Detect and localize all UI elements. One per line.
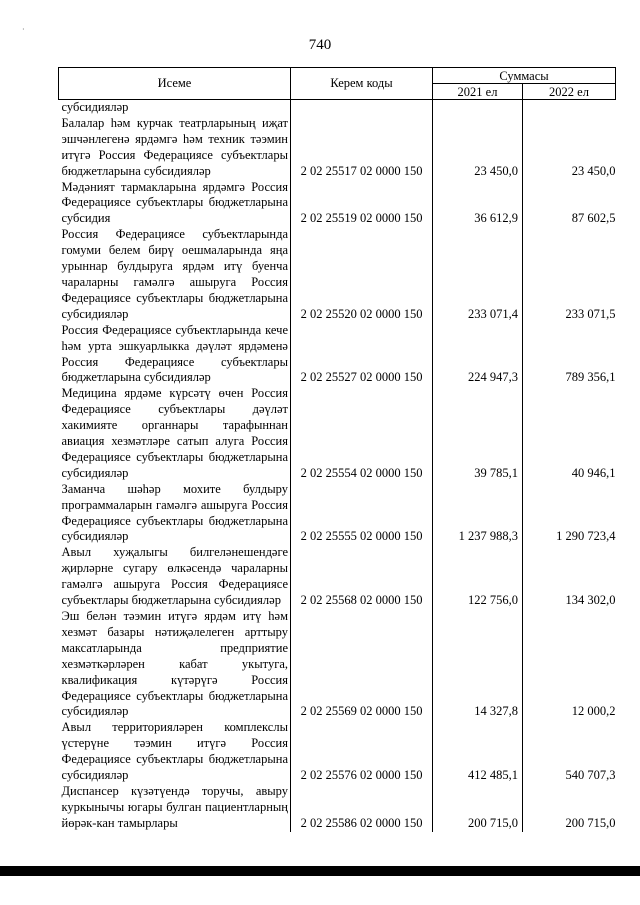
table-row xyxy=(59,609,616,720)
row-value-2022: 12 000,2 xyxy=(571,704,616,719)
table-row xyxy=(59,482,616,546)
row-value-2022 xyxy=(523,100,616,116)
row-code: 2 02 25586 02 0000 150 xyxy=(291,784,433,832)
table-row xyxy=(59,180,616,228)
row-value-2021 xyxy=(433,100,523,116)
row-code: 2 02 25554 02 0000 150 xyxy=(291,386,433,481)
row-value-2022: 134 302,0 xyxy=(565,593,616,608)
table-row xyxy=(59,720,616,784)
row-name: Мәдәният тармакларына ярдәмгә Россия Федерациясе субъектлары бюджетларына субсидия xyxy=(59,180,291,228)
row-value-2022: 1 290 723,4 xyxy=(556,529,616,544)
row-code: 2 02 25527 02 0000 150 xyxy=(291,323,433,387)
row-name: субсидияләр xyxy=(59,100,291,116)
row-value-2021: 23 450,0 xyxy=(433,116,523,180)
row-code: 2 02 25555 02 0000 150 xyxy=(291,482,433,546)
row-name: Авыл территорияләрен комплекслы үстерүне тәэмин итүгә Россия Федерациясе субъектлары бюджетларына субсидияләр xyxy=(59,720,291,784)
header-code: Керем коды xyxy=(291,68,433,100)
page-number: 740 xyxy=(308,37,332,53)
table-row xyxy=(59,784,616,832)
row-value-2021: 36 612,9 xyxy=(433,180,523,228)
row-name: Диспансер күзәтүендә торучы, авыру куркынычы югары булган пациентларның йөрәк-кан тамырлары xyxy=(59,784,291,832)
header-name: Исеме xyxy=(59,68,291,100)
bottom-scan-bar xyxy=(0,866,640,876)
row-value-2021: 233 071,4 xyxy=(433,227,523,322)
row-value-2021: 200 715,0 xyxy=(433,784,523,832)
row-value-2022: 23 450,0 xyxy=(571,163,616,178)
row-code: 2 02 25519 02 0000 150 xyxy=(291,180,433,228)
row-name: Медицина ярдәме күрсәтү өчен Россия Федерациясе субъектлары дәүләт хакимияте органнары тарафыннан авиация хезмәтләре сатып алуга Россия Федерациясе субъектлары бюджетларына субсидияләр xyxy=(59,386,291,481)
table-row xyxy=(59,227,616,322)
row-value-2021: 122 756,0 xyxy=(433,545,523,609)
row-code: 2 02 25569 02 0000 150 xyxy=(291,609,433,720)
budget-table xyxy=(58,67,616,832)
table-row xyxy=(59,323,616,387)
row-value-2022: 789 356,1 xyxy=(565,370,616,385)
table-row xyxy=(59,100,616,116)
table-row xyxy=(59,386,616,481)
row-name: Эш белән тәэмин итүгә ярдәм итү һәм хезмәт базары нәтиҗәлелеген арттыру максатларында предприятие хезмәткәрләрен кабат укытуга, квалификация күтәрүгә Россия Федерациясе субъектлары бюджетларына субсидияләр xyxy=(59,609,291,720)
row-value-2021: 412 485,1 xyxy=(433,720,523,784)
row-value-2022: 87 602,5 xyxy=(571,211,616,226)
row-code: 2 02 25520 02 0000 150 xyxy=(291,227,433,322)
row-name: Россия Федерациясе субъектларында кече һәм урта эшкуарлыкка дәүләт ярдәменә Россия Федерациясе субъектлары бюджетларына субсидияләр xyxy=(59,323,291,387)
row-value-2022: 40 946,1 xyxy=(571,465,616,480)
row-name: Балалар һәм курчак театрларының иҗат эшчәнлегенә ярдәмгә һәм техник тәэмин итүгә Россия Федерациясе субъектлары бюджетларына субсидияләр xyxy=(59,116,291,180)
row-code: 2 02 25568 02 0000 150 xyxy=(291,545,433,609)
margin-mark: · xyxy=(22,25,25,34)
row-code: 2 02 25576 02 0000 150 xyxy=(291,720,433,784)
row-code: 2 02 25517 02 0000 150 xyxy=(291,116,433,180)
row-name: Авыл хуҗалыгы билгеләнешендәге җирләрне сугару өлкәсендә чараларны гамәлгә ашыруга Россия Федерациясе субъектлары бюджетларына субсидияләр xyxy=(59,545,291,609)
header-year-2021: 2021 ел xyxy=(433,84,523,100)
row-name: Заманча шәһәр мохите булдыру программаларын гамәлгә ашыруга Россия Федерациясе субъектлары бюджетларына субсидияләр xyxy=(59,482,291,546)
table-row xyxy=(59,116,616,180)
row-name: Россия Федерациясе субъектларында гомуми белем бирү оешмаларында яңа урыннар булдыруга ярдәм итү буенча чараларны гамәлгә ашыруга Россия Федерациясе субъектлары бюджетларына субсидияләр xyxy=(59,227,291,322)
header-sums: Суммасы xyxy=(433,68,616,84)
row-value-2022: 200 715,0 xyxy=(565,815,616,830)
row-value-2021: 39 785,1 xyxy=(433,386,523,481)
row-value-2021: 1 237 988,3 xyxy=(433,482,523,546)
table-row xyxy=(59,545,616,609)
row-value-2022: 540 707,3 xyxy=(565,768,616,783)
row-value-2022: 233 071,5 xyxy=(565,306,616,321)
header-year-2022: 2022 ел xyxy=(523,84,616,100)
row-value-2021: 14 327,8 xyxy=(433,609,523,720)
row-code xyxy=(291,100,433,116)
row-value-2021: 224 947,3 xyxy=(433,323,523,387)
